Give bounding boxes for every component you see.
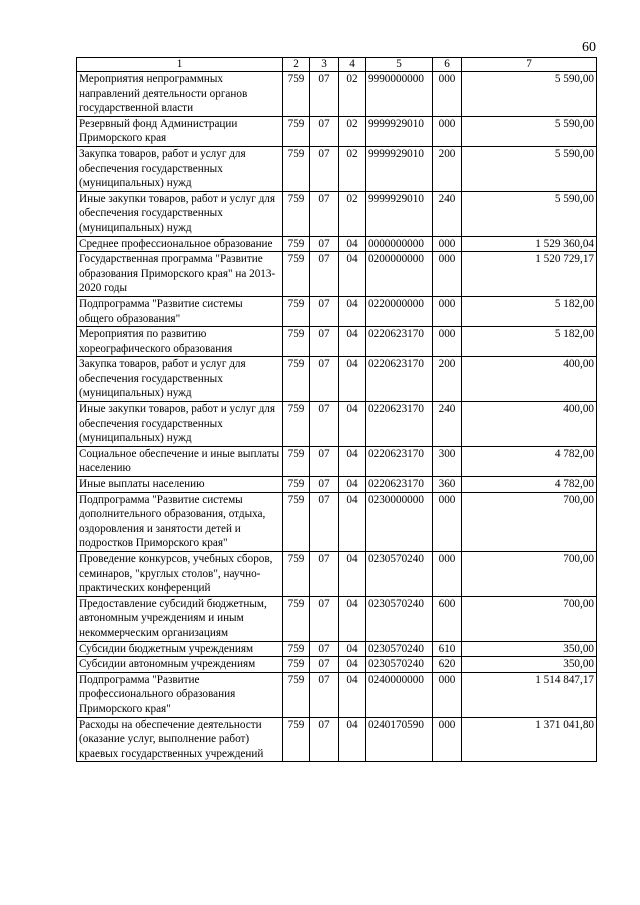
row-expense-type: 000 bbox=[433, 252, 462, 297]
row-section: 07 bbox=[310, 296, 339, 326]
row-subsection: 04 bbox=[339, 657, 366, 673]
row-section: 07 bbox=[310, 477, 339, 493]
budget-table bbox=[76, 57, 597, 762]
row-admin-code: 759 bbox=[283, 116, 310, 146]
row-name: Мероприятия непрограммных направлений деятельности органов государственной власти bbox=[77, 72, 283, 117]
row-expense-type: 000 bbox=[433, 296, 462, 326]
row-expense-type: 360 bbox=[433, 477, 462, 493]
row-amount: 400,00 bbox=[462, 357, 597, 402]
row-subsection: 04 bbox=[339, 357, 366, 402]
row-name: Подпрограмма "Развитие профессионального образования Приморского края" bbox=[77, 672, 283, 717]
row-amount: 1 371 041,80 bbox=[462, 717, 597, 762]
row-name: Подпрограмма "Развитие системы дополнительного образования, отдыха, оздоровления и занятости детей и подростков Приморского края" bbox=[77, 492, 283, 551]
table-row bbox=[77, 446, 597, 476]
row-subsection: 04 bbox=[339, 236, 366, 252]
header-cell: 5 bbox=[366, 58, 433, 72]
table-row bbox=[77, 146, 597, 191]
table-row bbox=[77, 72, 597, 117]
row-subsection: 04 bbox=[339, 477, 366, 493]
row-amount: 1 514 847,17 bbox=[462, 672, 597, 717]
table-row bbox=[77, 116, 597, 146]
row-admin-code: 759 bbox=[283, 327, 310, 357]
row-target-article: 0230570240 bbox=[366, 641, 433, 657]
row-target-article: 0220623170 bbox=[366, 327, 433, 357]
header-cell: 4 bbox=[339, 58, 366, 72]
row-subsection: 04 bbox=[339, 552, 366, 597]
row-subsection: 04 bbox=[339, 672, 366, 717]
row-expense-type: 240 bbox=[433, 191, 462, 236]
row-name: Государственная программа "Развитие образования Приморского края" на 2013-2020 годы bbox=[77, 252, 283, 297]
row-admin-code: 759 bbox=[283, 477, 310, 493]
row-section: 07 bbox=[310, 717, 339, 762]
table-row bbox=[77, 402, 597, 447]
row-expense-type: 000 bbox=[433, 552, 462, 597]
row-expense-type: 000 bbox=[433, 116, 462, 146]
row-section: 07 bbox=[310, 402, 339, 447]
row-amount: 700,00 bbox=[462, 552, 597, 597]
row-admin-code: 759 bbox=[283, 596, 310, 641]
row-name: Социальное обеспечение и иные выплаты населению bbox=[77, 446, 283, 476]
row-subsection: 04 bbox=[339, 641, 366, 657]
row-subsection: 04 bbox=[339, 402, 366, 447]
row-subsection: 02 bbox=[339, 146, 366, 191]
row-section: 07 bbox=[310, 191, 339, 236]
row-subsection: 04 bbox=[339, 252, 366, 297]
row-expense-type: 600 bbox=[433, 596, 462, 641]
row-target-article: 0220623170 bbox=[366, 477, 433, 493]
table-row bbox=[77, 191, 597, 236]
row-name: Проведение конкурсов, учебных сборов, семинаров, "круглых столов", научно-практических конференций bbox=[77, 552, 283, 597]
row-subsection: 02 bbox=[339, 191, 366, 236]
row-admin-code: 759 bbox=[283, 191, 310, 236]
row-target-article: 9999929010 bbox=[366, 116, 433, 146]
row-amount: 5 590,00 bbox=[462, 72, 597, 117]
row-expense-type: 000 bbox=[433, 72, 462, 117]
row-expense-type: 000 bbox=[433, 492, 462, 551]
table-row bbox=[77, 596, 597, 641]
row-subsection: 04 bbox=[339, 327, 366, 357]
row-section: 07 bbox=[310, 552, 339, 597]
row-expense-type: 610 bbox=[433, 641, 462, 657]
row-expense-type: 200 bbox=[433, 146, 462, 191]
row-section: 07 bbox=[310, 236, 339, 252]
table-row bbox=[77, 296, 597, 326]
row-admin-code: 759 bbox=[283, 146, 310, 191]
row-section: 07 bbox=[310, 357, 339, 402]
header-cell: 3 bbox=[310, 58, 339, 72]
row-target-article: 0220623170 bbox=[366, 446, 433, 476]
row-amount: 4 782,00 bbox=[462, 446, 597, 476]
row-target-article: 0220623170 bbox=[366, 402, 433, 447]
table-row bbox=[77, 672, 597, 717]
row-admin-code: 759 bbox=[283, 641, 310, 657]
row-name: Подпрограмма "Развитие системы общего образования" bbox=[77, 296, 283, 326]
row-name: Среднее профессиональное образование bbox=[77, 236, 283, 252]
row-name: Расходы на обеспечение деятельности (оказание услуг, выполнение работ) краевых государственных учреждений bbox=[77, 717, 283, 762]
row-section: 07 bbox=[310, 446, 339, 476]
row-subsection: 04 bbox=[339, 296, 366, 326]
row-subsection: 04 bbox=[339, 492, 366, 551]
row-target-article: 0230570240 bbox=[366, 596, 433, 641]
row-amount: 5 590,00 bbox=[462, 116, 597, 146]
row-admin-code: 759 bbox=[283, 446, 310, 476]
row-target-article: 9999929010 bbox=[366, 191, 433, 236]
header-row bbox=[77, 58, 597, 72]
row-amount: 5 182,00 bbox=[462, 327, 597, 357]
row-section: 07 bbox=[310, 116, 339, 146]
row-amount: 5 590,00 bbox=[462, 191, 597, 236]
table-row bbox=[77, 641, 597, 657]
table-row bbox=[77, 492, 597, 551]
row-section: 07 bbox=[310, 146, 339, 191]
row-admin-code: 759 bbox=[283, 296, 310, 326]
row-expense-type: 240 bbox=[433, 402, 462, 447]
header-cell: 7 bbox=[462, 58, 597, 72]
row-subsection: 02 bbox=[339, 116, 366, 146]
row-amount: 1 529 360,04 bbox=[462, 236, 597, 252]
row-expense-type: 000 bbox=[433, 672, 462, 717]
row-admin-code: 759 bbox=[283, 657, 310, 673]
table-row bbox=[77, 357, 597, 402]
table-row bbox=[77, 327, 597, 357]
row-expense-type: 300 bbox=[433, 446, 462, 476]
row-target-article: 0240170590 bbox=[366, 717, 433, 762]
row-section: 07 bbox=[310, 72, 339, 117]
row-name: Резервный фонд Администрации Приморского края bbox=[77, 116, 283, 146]
row-amount: 4 782,00 bbox=[462, 477, 597, 493]
row-name: Иные закупки товаров, работ и услуг для обеспечения государственных (муниципальных) нужд bbox=[77, 191, 283, 236]
page-number: 60 bbox=[582, 40, 596, 55]
row-amount: 350,00 bbox=[462, 641, 597, 657]
row-amount: 1 520 729,17 bbox=[462, 252, 597, 297]
row-admin-code: 759 bbox=[283, 717, 310, 762]
row-name: Субсидии автономным учреждениям bbox=[77, 657, 283, 673]
row-amount: 400,00 bbox=[462, 402, 597, 447]
table-row bbox=[77, 657, 597, 673]
header-cell: 1 bbox=[77, 58, 283, 72]
row-name: Закупка товаров, работ и услуг для обеспечения государственных (муниципальных) нужд bbox=[77, 146, 283, 191]
row-section: 07 bbox=[310, 657, 339, 673]
row-subsection: 02 bbox=[339, 72, 366, 117]
row-name: Субсидии бюджетным учреждениям bbox=[77, 641, 283, 657]
row-amount: 700,00 bbox=[462, 596, 597, 641]
row-expense-type: 200 bbox=[433, 357, 462, 402]
row-section: 07 bbox=[310, 596, 339, 641]
table-row bbox=[77, 252, 597, 297]
row-admin-code: 759 bbox=[283, 492, 310, 551]
row-name: Мероприятия по развитию хореографического образования bbox=[77, 327, 283, 357]
row-target-article: 9990000000 bbox=[366, 72, 433, 117]
row-section: 07 bbox=[310, 252, 339, 297]
row-admin-code: 759 bbox=[283, 552, 310, 597]
row-expense-type: 000 bbox=[433, 236, 462, 252]
row-section: 07 bbox=[310, 672, 339, 717]
row-target-article: 0200000000 bbox=[366, 252, 433, 297]
row-target-article: 0220623170 bbox=[366, 357, 433, 402]
table-row bbox=[77, 717, 597, 762]
row-amount: 350,00 bbox=[462, 657, 597, 673]
table-row bbox=[77, 552, 597, 597]
row-amount: 5 182,00 bbox=[462, 296, 597, 326]
row-amount: 5 590,00 bbox=[462, 146, 597, 191]
row-target-article: 0000000000 bbox=[366, 236, 433, 252]
row-admin-code: 759 bbox=[283, 252, 310, 297]
row-expense-type: 000 bbox=[433, 327, 462, 357]
row-name: Закупка товаров, работ и услуг для обеспечения государственных (муниципальных) нужд bbox=[77, 357, 283, 402]
row-target-article: 0220000000 bbox=[366, 296, 433, 326]
row-amount: 700,00 bbox=[462, 492, 597, 551]
row-name: Предоставление субсидий бюджетным, автономным учреждениям и иным некоммерческим организациям bbox=[77, 596, 283, 641]
row-admin-code: 759 bbox=[283, 672, 310, 717]
row-section: 07 bbox=[310, 641, 339, 657]
row-section: 07 bbox=[310, 327, 339, 357]
row-expense-type: 620 bbox=[433, 657, 462, 673]
row-subsection: 04 bbox=[339, 596, 366, 641]
row-admin-code: 759 bbox=[283, 357, 310, 402]
row-admin-code: 759 bbox=[283, 402, 310, 447]
row-target-article: 0230570240 bbox=[366, 657, 433, 673]
table-row bbox=[77, 477, 597, 493]
row-subsection: 04 bbox=[339, 717, 366, 762]
row-name: Иные выплаты населению bbox=[77, 477, 283, 493]
row-section: 07 bbox=[310, 492, 339, 551]
row-name: Иные закупки товаров, работ и услуг для обеспечения государственных (муниципальных) нужд bbox=[77, 402, 283, 447]
row-expense-type: 000 bbox=[433, 717, 462, 762]
row-admin-code: 759 bbox=[283, 72, 310, 117]
row-target-article: 0230570240 bbox=[366, 552, 433, 597]
row-target-article: 9999929010 bbox=[366, 146, 433, 191]
row-target-article: 0230000000 bbox=[366, 492, 433, 551]
header-cell: 6 bbox=[433, 58, 462, 72]
row-target-article: 0240000000 bbox=[366, 672, 433, 717]
row-subsection: 04 bbox=[339, 446, 366, 476]
row-admin-code: 759 bbox=[283, 236, 310, 252]
table-row bbox=[77, 236, 597, 252]
header-cell: 2 bbox=[283, 58, 310, 72]
